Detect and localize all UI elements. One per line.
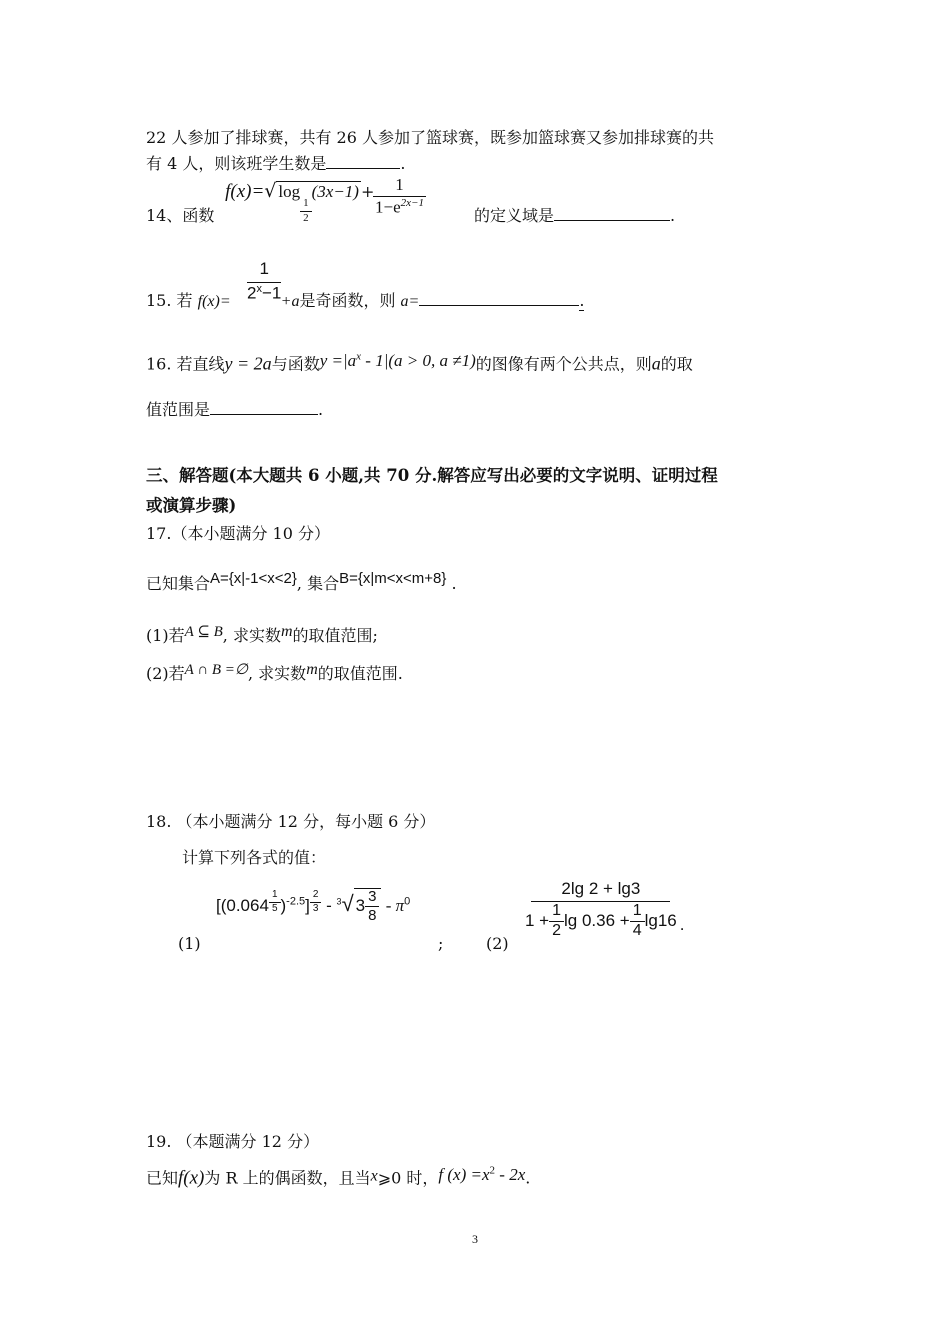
q19-end: . [525, 1168, 531, 1188]
q18-p1-label [178, 934, 201, 953]
q19-given [146, 1164, 530, 1190]
q16-line1 [146, 350, 693, 375]
q17-p1-m: m [280, 623, 293, 640]
q13-line2 [146, 154, 405, 173]
q13-line1 [146, 128, 714, 147]
q18-p2-label-text: (2) [486, 934, 509, 953]
q17-header [146, 524, 330, 543]
q19-given-text: 已知 [146, 1168, 179, 1188]
q18-p2-label [486, 934, 509, 953]
q13-line2-text: 有 4 人，则该班学生数是 [146, 154, 327, 173]
q18-intro [182, 848, 326, 867]
q17-p2-text: , 求实数 [248, 664, 307, 683]
q19-f: f(x) [178, 1167, 205, 1189]
q16-label: 16. 若直线 [146, 354, 225, 374]
q15-answer-blank [419, 303, 579, 306]
q18-sep: ; [438, 934, 444, 953]
q14-log-arg: (3x−1) [311, 182, 359, 201]
q19-header-text: 19. （本题满分 12 分） [146, 1132, 320, 1151]
q19-x: x [370, 1167, 378, 1185]
q18-header [146, 812, 435, 831]
q19-text2: ⩾0 时， [377, 1168, 439, 1188]
q16-tail2: 的取 [660, 354, 693, 374]
q17-p1-text: , 求实数 [222, 626, 281, 645]
q17-p2-m: m [306, 661, 318, 678]
q14-log-base: $\frac{1}{2}$ [300, 198, 312, 224]
q15-label: 15. 若 [146, 291, 193, 310]
q14-plus: + [360, 182, 375, 201]
page-number [0, 1232, 950, 1247]
q17-p1-label: (1)若 [146, 626, 185, 645]
q16-line-eq: y = 2a [224, 353, 272, 374]
q16-a: a [651, 353, 661, 374]
q15-plus-a: +a [280, 293, 300, 310]
q14-tail: 的定义域是 [474, 206, 555, 225]
section3-title-line1 [146, 466, 718, 486]
q17-p2-math: A ∩ B =∅ [184, 662, 248, 678]
q19-header [146, 1132, 319, 1151]
q19-func: f $(x) =x^2 - 2x$ [438, 1164, 526, 1184]
section3-title-line2 [146, 496, 236, 516]
q17-part1 [146, 622, 378, 645]
q17-p1-math: A ⊆ B [184, 624, 223, 640]
q18-header-text: 18. （本小题满分 12 分，每小题 6 分） [146, 812, 436, 831]
q15-f: f(x)= [197, 293, 231, 310]
q16-tail: 的图像有两个公共点，则 [475, 354, 652, 374]
q14-tail-line [474, 206, 675, 225]
q14-answer-blank [554, 218, 670, 221]
q18-intro-text: 计算下列各式的值： [182, 848, 327, 867]
section3-title-text1: 三、解答题(本大题共 6 小题,共 70 分.解答应写出必要的文字说明、证明过程 [146, 466, 718, 485]
q17-set-b: B={x|m<x<m+8} [339, 570, 447, 587]
q16-line2 [146, 400, 323, 419]
q14-fraction [372, 176, 427, 216]
q17-p1-tail: 的取值范围; [292, 626, 378, 645]
q19-text1: 为 R 上的偶函数，且当 [204, 1168, 371, 1188]
q18-p1-label-text: (1) [178, 934, 201, 953]
q17-set-a: A={x|-1<x<2} [210, 570, 297, 587]
q13-end: . [400, 154, 406, 173]
q18-expr2-num: 2lg 2 + lg3 [531, 880, 670, 902]
q17-given [146, 570, 457, 593]
q16-end: . [318, 400, 324, 419]
q14-frac-den: $1-e^{2x-1}$ [375, 196, 424, 217]
q18-expr2-den: 1 + $\frac{1}{2}$ lg 0.36 + $\frac{1}{4}$ lg16 [525, 901, 677, 939]
q14-formula: f(x)=√ log $\frac{1}{2}$ (3x−1) + [225, 180, 375, 224]
q14-line [146, 206, 214, 225]
q14-f: f(x)= [225, 181, 265, 202]
q18-expr2: 2lg 2 + lg3 1 + $\frac{1}{2}$ lg 0.36 + $\frac{1}{4}$ lg16 . [522, 880, 685, 939]
q18-expr1: [(0.064 $\frac{1}{5}$ )$^{-2.5}$] $\frac{2}{3}$ - $^3$√ 3 $\frac{3}{8}$ - $\pi^0$ [216, 888, 411, 924]
q17-mid: , 集合 [296, 574, 340, 593]
q15-a-eq: a= [400, 293, 420, 310]
q14-end: . [670, 206, 676, 225]
q16-line2-text: 值范围是 [146, 400, 211, 419]
q17-header-text: 17.（本小题满分 10 分） [146, 524, 330, 543]
q17-given-text: 已知集合 [146, 574, 211, 593]
q17-p2-label: (2)若 [146, 664, 185, 683]
q16-answer-blank [210, 412, 318, 415]
q13-answer-blank [326, 166, 400, 169]
q17-end: . [451, 574, 457, 593]
q14-frac-num: 1 [373, 176, 426, 197]
section3-title-text2: 或演算步骤) [146, 496, 237, 515]
q14-radicand [276, 181, 361, 224]
q16-mid: 与函数 [271, 354, 320, 374]
q17-part2 [146, 660, 403, 683]
q14-label: 14、函数 [146, 206, 215, 225]
q14-log: log [278, 182, 301, 201]
q15-frac-num: 1 [247, 260, 280, 283]
q17-p2-tail: 的取值范围. [317, 664, 403, 683]
q15-frac-den: $2^x-1$ [247, 282, 282, 303]
q15-line [146, 291, 584, 311]
q13-line1-text: 22 人参加了排球赛，共有 26 人参加了篮球赛，既参加篮球赛又参加排球赛的共 [146, 128, 714, 147]
q15-end: . [579, 291, 585, 310]
q16-func: $y =|a^x - 1|(a > 0$, a ≠1) [319, 350, 476, 370]
q15-tail: 是奇函数，则 [299, 291, 396, 310]
page-number-text: 3 [472, 1232, 478, 1246]
